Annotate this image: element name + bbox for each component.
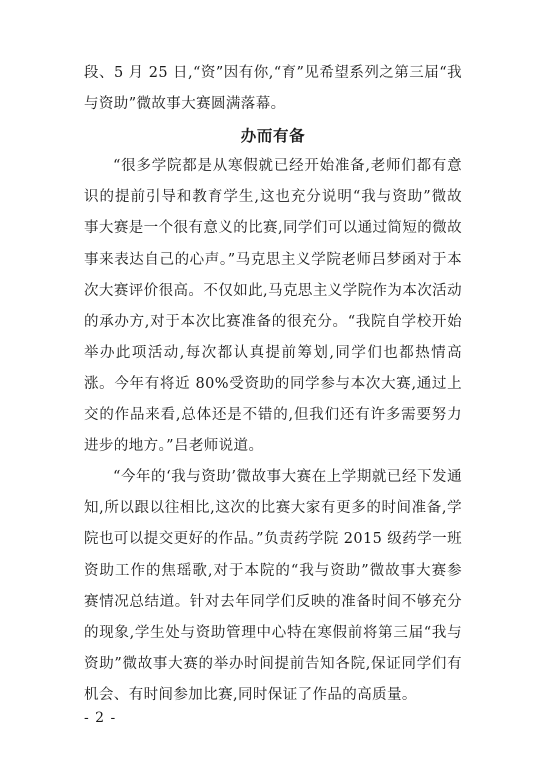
intro-paragraph: 段、5 月 25 日,“资”因有你,“育”见希望系列之第三届“我与资助”微故事大赛圆满落幕。: [84, 65, 462, 113]
body-paragraph-2: “今年的‘我与资助’微故事大赛在上学期就已经下发通知,所以跟以往相比,这次的比赛大家有更多的时间准备,学院也可以提交更好的作品。”负责药学院 2015 级药学一班资助工作的焦瑶歌,对于本院的“我与资助”微故事大赛参赛情况总结道。针对去年同学们反映的准备时间不够充分的现象,学生处与资助管理中心特在寒假前将第三届“我与资助”微故事大赛的举办时间提前告知各院,保证同学们有机会、有时间参加比赛,同时保证了作品的高质量。: [84, 469, 462, 703]
section-heading: 办而有备: [240, 126, 306, 146]
body-paragraph-1: “很多学院都是从寒假就已经开始准备,老师们都有意识的提前引导和教育学生,这也充分说明“我与资助”微故事大赛是一个很有意义的比赛,同学们可以通过简短的微故事来表达自己的心声。”马克思主义学院老师吕梦函对于本次大赛评价很高。不仅如此,马克思主义学院作为本次活动的承办方,对于本次比赛准备的很充分。“我院自学校开始举办此项活动,每次都认真提前筹划,同学们也都热情高涨。今年有将近 80%受资助的同学参与本次大赛,通过上交的作品来看,总体还是不错的,但我们还有许多需要努力进步的地方。”吕老师说道。: [84, 158, 462, 455]
page-number: - 2 -: [84, 710, 117, 726]
document-body: [84, 58, 462, 711]
